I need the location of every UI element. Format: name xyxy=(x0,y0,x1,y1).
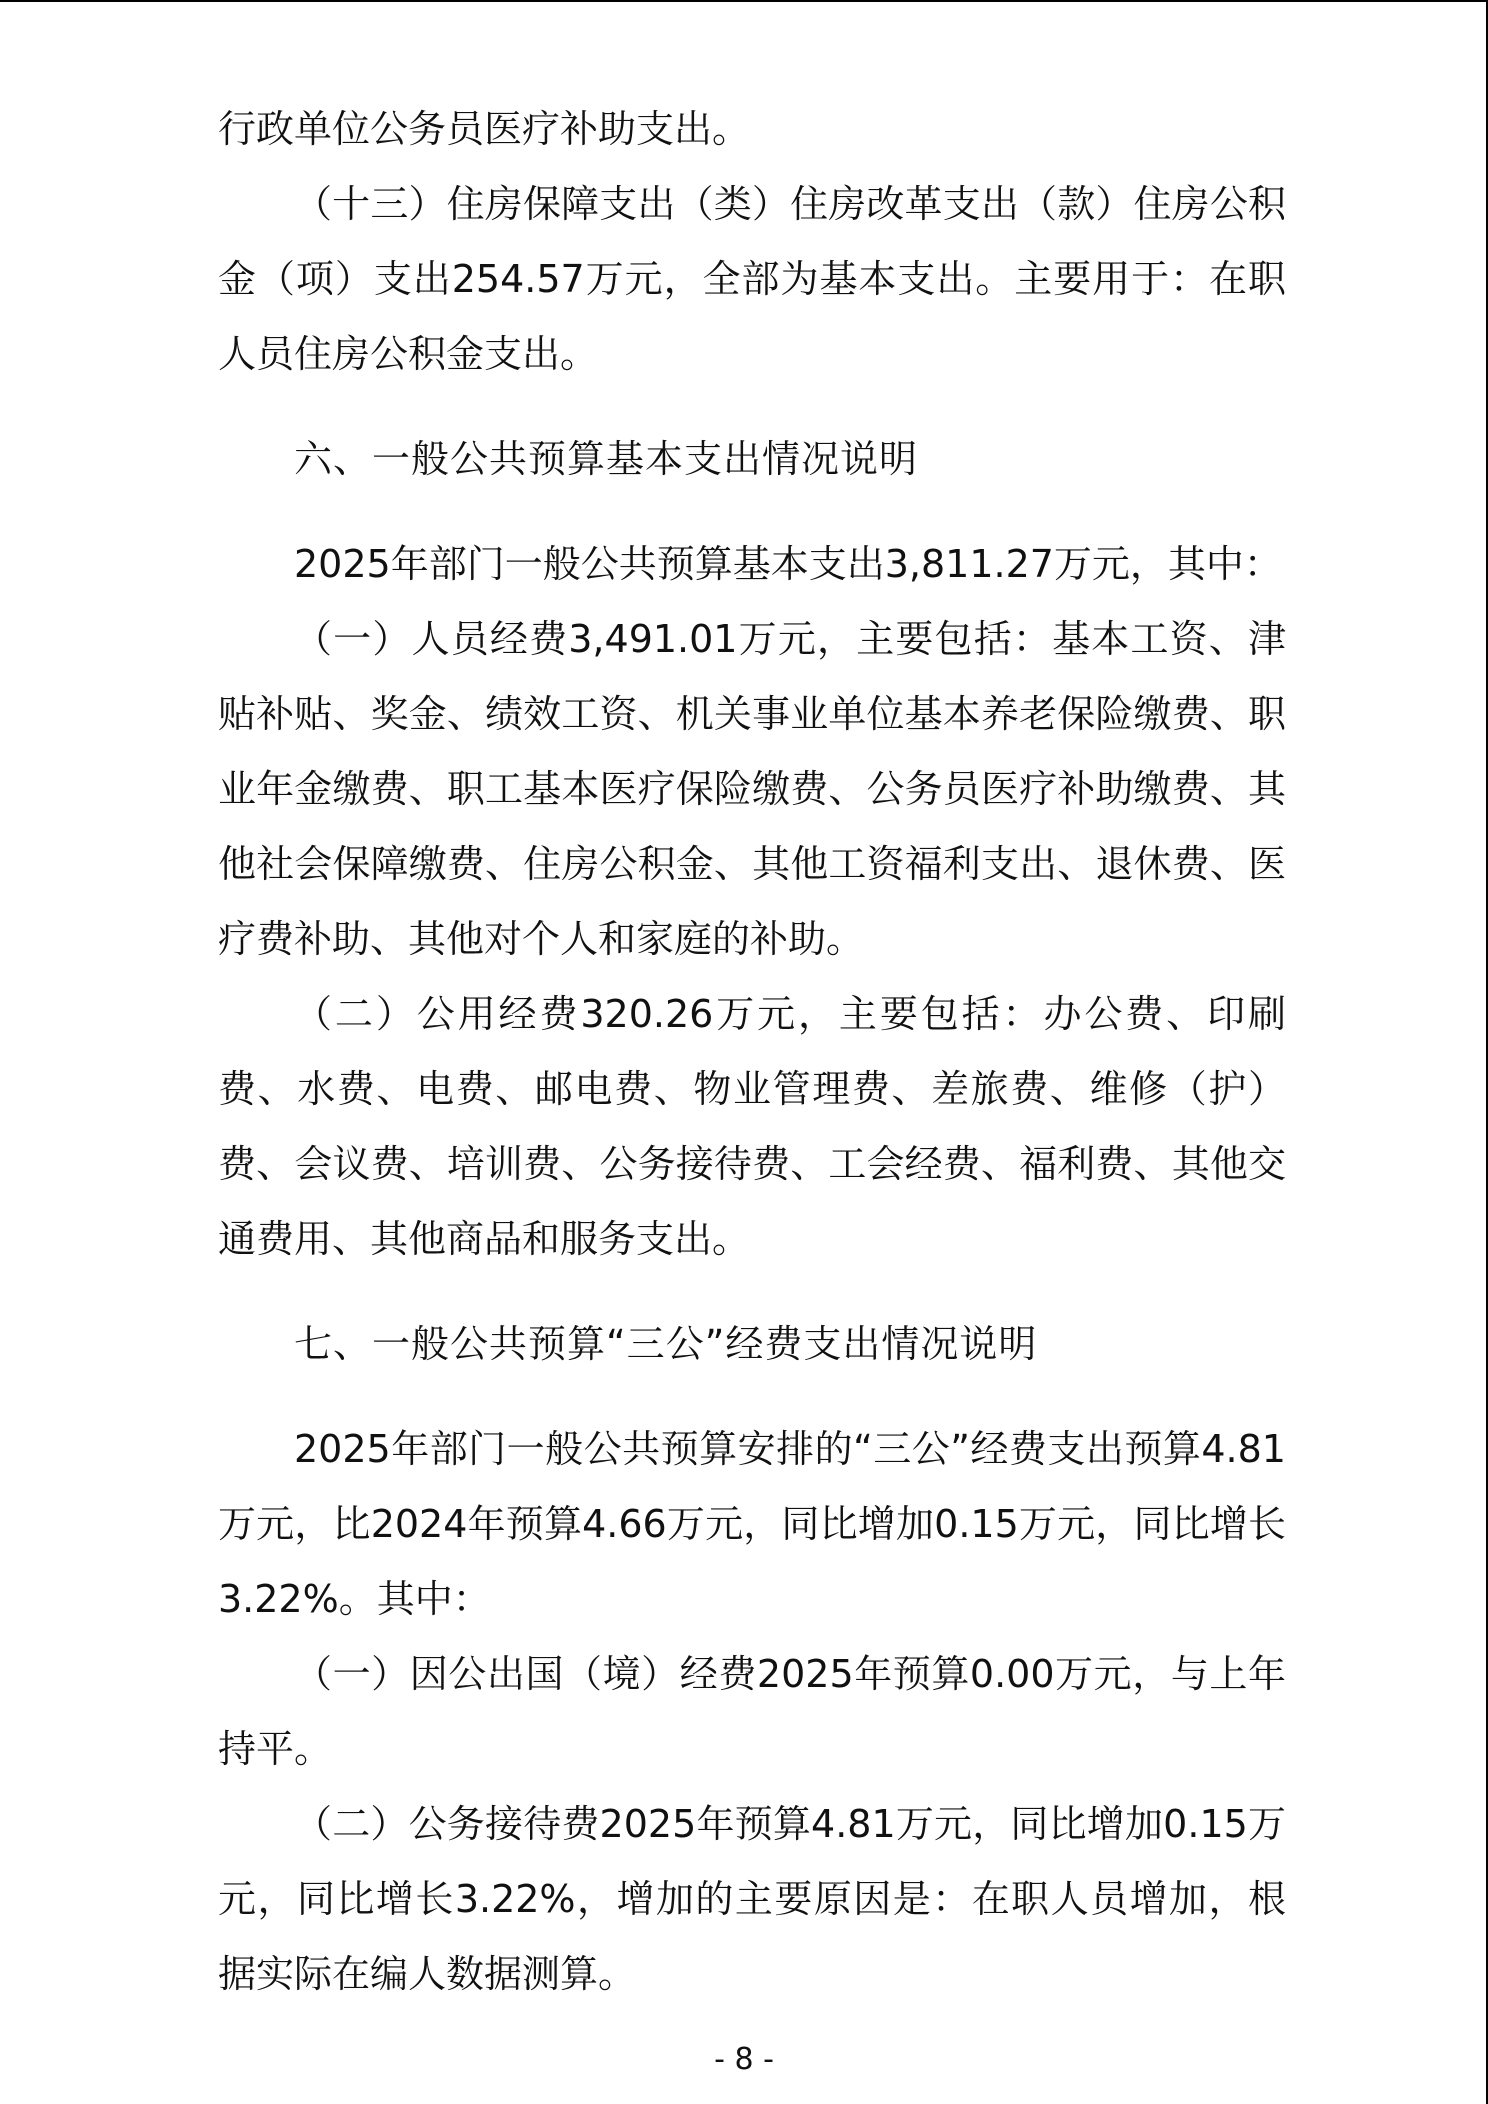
paragraph-three-public-total: 2025年部门一般公共预算安排的“三公”经费支出预算4.81万元，比2024年预算4.66万元，同比增加0.15万元，同比增长3.22%。其中： xyxy=(218,1427,1286,1621)
paragraph-public-expenses: （二）公用经费320.26万元，主要包括：办公费、印刷费、水费、电费、邮电费、物业管理费、差旅费、维修（护）费、会议费、培训费、公务接待费、工会经费、福利费、其他交通费用、其他商品和服务支出。 xyxy=(218,992,1286,1261)
paragraph-personnel-expenses: （一）人员经费3,491.01万元，主要包括：基本工资、津贴补贴、奖金、绩效工资、机关事业单位基本养老保险缴费、职业年金缴费、职工基本医疗保险缴费、公务员医疗补助缴费、其他社会保障缴费、住房公积金、其他工资福利支出、退休费、医疗费补助、其他对个人和家庭的补助。 xyxy=(218,617,1286,961)
paragraph-reception-expenses: （二）公务接待费2025年预算4.81万元，同比增加0.15万元，同比增长3.22%，增加的主要原因是：在职人员增加，根据实际在编人数据测算。 xyxy=(218,1802,1286,1996)
section-heading-three-public: 七、一般公共预算“三公”经费支出情况说明 xyxy=(294,1322,1038,1366)
paragraph-housing-fund: （十三）住房保障支出（类）住房改革支出（款）住房公积金（项）支出254.57万元，全部为基本支出。主要用于：在职人员住房公积金支出。 xyxy=(218,182,1286,376)
document-body xyxy=(218,92,1286,2012)
page-number: - 8 - xyxy=(714,2042,774,2077)
paragraph-basic-expenditure-total: 2025年部门一般公共预算基本支出3,811.27万元，其中： xyxy=(294,542,1282,586)
paragraph-overseas-travel: （一）因公出国（境）经费2025年预算0.00万元，与上年持平。 xyxy=(218,1652,1286,1771)
paragraph-continuation: 行政单位公务员医疗补助支出。 xyxy=(218,107,751,151)
section-heading-basic-expenditure: 六、一般公共预算基本支出情况说明 xyxy=(294,437,919,481)
